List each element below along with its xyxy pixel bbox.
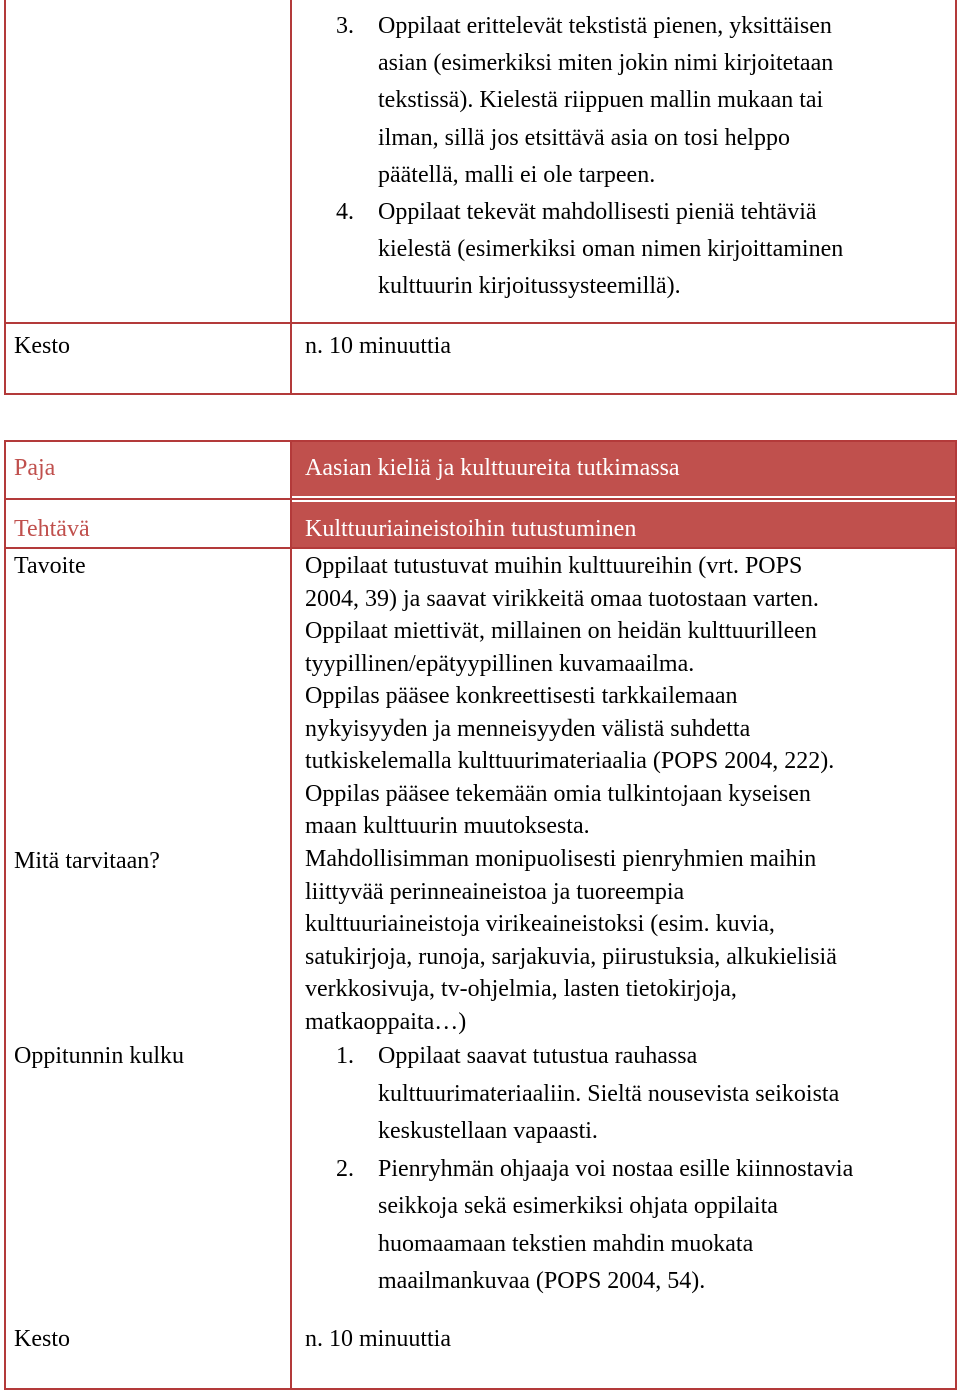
paja-label: Paja [14,455,56,481]
list-line: päätellä, malli ei ole tarpeen. [378,161,656,188]
kesto-label: Kesto [14,1326,70,1352]
list-line: Oppilaat erittelevät tekstistä pienen, yksittäisen [378,13,832,39]
text-line: 2004, 39) ja saavat virikkeitä omaa tuotostaan varten. [305,585,819,612]
list-line: kulttuurin kirjoitussysteemillä). [378,273,681,300]
list-line: huomaamaan tekstien mahdin muokata [378,1230,754,1257]
workshop-row-rule [4,498,957,500]
text-line: Oppilas pääsee konkreettisesti tarkkailemaan [305,683,738,709]
list-number: 3. [336,13,354,39]
kesto-label-top: Kesto [14,333,70,359]
list-line: keskustellaan vapaasti. [378,1118,598,1144]
top-table-divider [290,0,292,393]
tehtava-value: Kulttuuriaineistoihin tutustuminen [305,516,637,542]
text-line: tutkiskelemalla kulttuurimateriaalia (POPS 2004, 222). [305,748,835,774]
list-item [336,1151,853,1301]
tavoite-text [305,550,945,843]
tarvitaan-label: Mitä tarvitaan? [14,848,160,874]
list-line: Oppilaat tekevät mahdollisesti pieniä tehtäviä [378,199,817,226]
list-number: 2. [336,1155,354,1182]
list-line: maailmankuvaa (POPS 2004, 54). [378,1268,706,1294]
text-line: Oppilas pääsee tekemään omia tulkintojaan kyseisen [305,780,811,807]
list-line: Pienryhmän ohjaaja voi nostaa esille kiinnostavia [378,1155,854,1182]
text-line: satukirjoja, runoja, sarjakuvia, piirustuksia, alkukielisiä [305,943,837,970]
top-table-row-rule [4,322,957,324]
text-line: liittyvää perinneaineistoa ja tuoreempia [305,878,685,905]
text-line: maan kulttuurin muutoksesta. [305,813,590,839]
top-steps-list [336,8,843,306]
text-line: Oppilaat tutustuvat muihin kulttuureihin (vrt. POPS [305,553,803,579]
kulku-steps-list [336,1038,853,1301]
list-item [336,1038,853,1151]
text-line: nykyisyyden ja menneisyyden välistä suhdetta [305,715,751,742]
list-line: asian (esimerkiksi miten jokin nimi kirjoitetaan [378,50,834,77]
text-line: Oppilaat miettivät, millainen on heidän kulttuurilleen [305,618,817,644]
kulku-label: Oppitunnin kulku [14,1043,185,1069]
list-line: kielestä (esimerkiksi oman nimen kirjoittaminen [378,236,844,263]
text-line: tyypillinen/epätyypillinen kuvamaailma. [305,650,695,677]
list-line: tekstissä). Kielestä riippuen mallin mukaan tai [378,87,824,114]
text-line: kulttuuriaineistoja virikeaineistoksi (esim. kuvia, [305,911,775,937]
tehtava-label: Tehtävä [14,516,90,542]
paja-value: Aasian kieliä ja kulttuureita tutkimassa [305,455,680,481]
kesto-value-top: n. 10 minuuttia [305,333,451,359]
list-number: 1. [336,1043,354,1069]
tarvitaan-text [305,843,945,1038]
tavoite-label: Tavoite [14,553,86,579]
kesto-value: n. 10 minuuttia [305,1326,451,1352]
text-line: matkaoppaita…) [305,1008,467,1035]
text-line: Mahdollisimman monipuolisesti pienryhmien maihin [305,846,817,872]
list-line: seikkoja sekä esimerkiksi ohjata oppilaita [378,1193,778,1219]
list-line: Oppilaat saavat tutustua rauhassa [378,1043,698,1069]
list-item [336,194,843,306]
workshop-divider [290,442,292,1388]
list-item [336,8,843,194]
text-line: verkkosivuja, tv-ohjelmia, lasten tietokirjoja, [305,976,737,1002]
list-line: ilman, sillä jos etsittävä asia on tosi helppo [378,124,790,151]
list-line: kulttuurimateriaaliin. Sieltä nousevista seikoista [378,1080,840,1107]
list-number: 4. [336,199,354,226]
